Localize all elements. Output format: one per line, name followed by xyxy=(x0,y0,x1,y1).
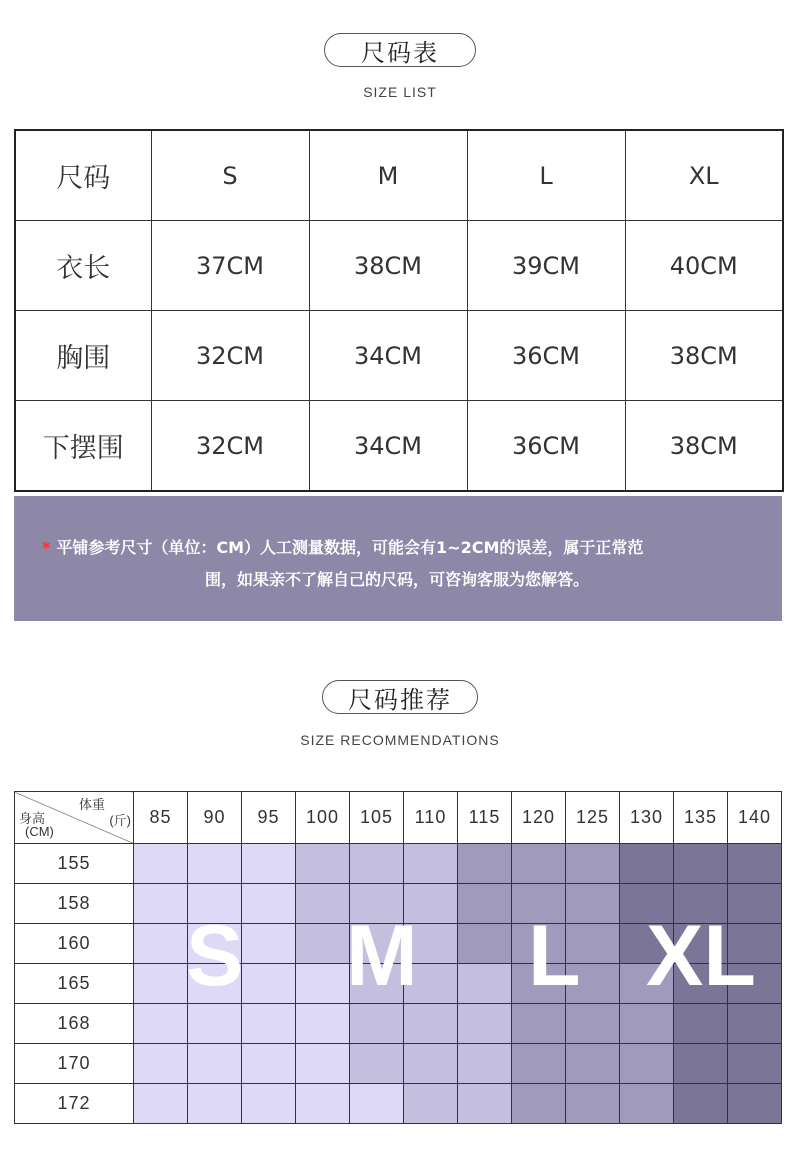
height-row-label: 170 xyxy=(15,1044,134,1084)
size-table-cell: 38CM xyxy=(625,311,783,401)
size-zone-cell xyxy=(728,884,782,924)
note-line-1: 平铺参考尺寸（单位：CM）人工测量数据，可能会有1~2CM的误差，属于正常范 xyxy=(56,538,644,557)
size-zone-cell xyxy=(620,1004,674,1044)
size-zone-cell xyxy=(458,924,512,964)
weight-header-cell: 100 xyxy=(296,792,350,844)
recommend-row xyxy=(15,1004,782,1044)
size-table-row xyxy=(15,221,783,311)
size-zone-cell xyxy=(674,1004,728,1044)
size-table-row-label: 衣长 xyxy=(15,221,151,311)
size-table-cell: 36CM xyxy=(467,401,625,492)
size-zone-cell xyxy=(620,924,674,964)
recommend-row xyxy=(15,1084,782,1124)
recommend-row xyxy=(15,844,782,884)
size-table-cell: 38CM xyxy=(309,221,467,311)
size-zone-cell xyxy=(728,964,782,1004)
size-table-cell: 36CM xyxy=(467,311,625,401)
size-zone-cell xyxy=(350,844,404,884)
size-zone-cell xyxy=(242,924,296,964)
size-zone-cell xyxy=(350,884,404,924)
size-zone-cell xyxy=(134,1044,188,1084)
recommend-row xyxy=(15,924,782,964)
size-zone-cell xyxy=(512,964,566,1004)
size-zone-cell xyxy=(566,964,620,1004)
size-recommend-table xyxy=(14,791,782,1124)
size-table-header-cell: 尺码 xyxy=(15,130,151,221)
size-zone-cell xyxy=(674,1084,728,1124)
size-zone-cell xyxy=(188,844,242,884)
size-zone-label-s: S xyxy=(186,908,244,1004)
size-zone-cell xyxy=(296,1084,350,1124)
size-zone-cell xyxy=(242,1004,296,1044)
size-zone-cell xyxy=(296,844,350,884)
weight-header-cell: 115 xyxy=(458,792,512,844)
height-row-label: 158 xyxy=(15,884,134,924)
measurement-note xyxy=(14,496,782,621)
size-zone-cell xyxy=(674,844,728,884)
size-zone-cell xyxy=(458,844,512,884)
size-table-row xyxy=(15,311,783,401)
size-zone-cell xyxy=(458,1004,512,1044)
size-zone-cell xyxy=(566,1084,620,1124)
height-unit-label: (CM) xyxy=(25,824,54,839)
size-zone-cell xyxy=(404,964,458,1004)
height-axis-label: 身高 xyxy=(19,811,46,826)
recommend-row xyxy=(15,1044,782,1084)
size-zone-cell xyxy=(134,1004,188,1044)
size-zone-cell xyxy=(728,924,782,964)
weight-header-cell: 125 xyxy=(566,792,620,844)
size-table xyxy=(14,129,784,492)
size-table-row-label: 胸围 xyxy=(15,311,151,401)
height-row-label: 165 xyxy=(15,964,134,1004)
size-zone-cell xyxy=(242,1044,296,1084)
size-zone-cell xyxy=(728,844,782,884)
recommend-row xyxy=(15,884,782,924)
size-zone-cell xyxy=(404,844,458,884)
size-table-cell: 40CM xyxy=(625,221,783,311)
weight-axis-label: 体重 xyxy=(78,797,105,812)
size-zone-cell xyxy=(188,1004,242,1044)
size-table-cell: 34CM xyxy=(309,311,467,401)
size-zone-cell xyxy=(350,964,404,1004)
note-line-2: 围，如果亲不了解自己的尺码，可咨询客服为您解答。 xyxy=(204,570,589,589)
weight-header-cell: 85 xyxy=(134,792,188,844)
height-row-label: 155 xyxy=(15,844,134,884)
size-zone-cell xyxy=(512,1004,566,1044)
weight-header-cell: 120 xyxy=(512,792,566,844)
size-zone-cell xyxy=(566,924,620,964)
size-zone-cell xyxy=(512,1084,566,1124)
size-zone-cell xyxy=(728,1004,782,1044)
recommend-row xyxy=(15,964,782,1004)
size-zone-cell xyxy=(242,1084,296,1124)
size-zone-cell xyxy=(242,884,296,924)
size-zone-cell xyxy=(296,1004,350,1044)
size-table-cell: 39CM xyxy=(467,221,625,311)
size-zone-cell xyxy=(296,1044,350,1084)
size-zone-cell xyxy=(404,1044,458,1084)
weight-header-cell: 135 xyxy=(674,792,728,844)
height-row-label: 168 xyxy=(15,1004,134,1044)
size-table-cell: 34CM xyxy=(309,401,467,492)
size-zone-cell xyxy=(512,844,566,884)
size-table-header-cell: S xyxy=(151,130,309,221)
size-table-cell: 32CM xyxy=(151,311,309,401)
weight-header-cell: 110 xyxy=(404,792,458,844)
size-list-subtitle: SIZE LIST xyxy=(363,84,437,100)
size-zone-cell xyxy=(188,884,242,924)
size-zone-cell xyxy=(674,884,728,924)
size-list-title: 尺码表 xyxy=(324,33,476,67)
size-zone-cell xyxy=(566,844,620,884)
size-zone-cell xyxy=(566,884,620,924)
size-table-header-cell: XL xyxy=(625,130,783,221)
size-zone-cell xyxy=(296,924,350,964)
size-table-header-row xyxy=(15,130,783,221)
size-table-row xyxy=(15,401,783,492)
size-zone-cell xyxy=(458,964,512,1004)
size-zone-cell xyxy=(242,964,296,1004)
size-zone-cell xyxy=(620,964,674,1004)
size-zone-cell xyxy=(188,924,242,964)
size-zone-cell xyxy=(134,924,188,964)
size-zone-cell xyxy=(188,1084,242,1124)
size-zone-label-l: L xyxy=(528,908,581,1004)
asterisk-icon: * xyxy=(42,538,51,557)
size-zone-cell xyxy=(674,964,728,1004)
size-zone-cell xyxy=(512,924,566,964)
weight-header-cell: 130 xyxy=(620,792,674,844)
size-table-cell: 32CM xyxy=(151,401,309,492)
weight-header-cell: 105 xyxy=(350,792,404,844)
size-zone-cell xyxy=(188,1044,242,1084)
size-zone-cell xyxy=(458,884,512,924)
size-zone-cell xyxy=(512,1044,566,1084)
size-zone-cell xyxy=(350,1084,404,1124)
size-zone-cell xyxy=(242,844,296,884)
size-zone-cell xyxy=(458,1044,512,1084)
size-zone-cell xyxy=(620,1084,674,1124)
height-weight-corner-cell xyxy=(15,792,134,844)
size-zone-cell xyxy=(566,1044,620,1084)
size-table-cell: 37CM xyxy=(151,221,309,311)
size-zone-cell xyxy=(134,964,188,1004)
size-zone-cell xyxy=(404,1084,458,1124)
weight-header-cell: 90 xyxy=(188,792,242,844)
size-zone-cell xyxy=(512,884,566,924)
size-recommend-subtitle: SIZE RECOMMENDATIONS xyxy=(300,732,500,748)
size-zone-cell xyxy=(134,844,188,884)
size-zone-cell xyxy=(296,884,350,924)
weight-header-cell: 95 xyxy=(242,792,296,844)
weight-unit-label: (斤) xyxy=(109,813,131,828)
size-zone-cell xyxy=(728,1084,782,1124)
size-zone-cell xyxy=(350,924,404,964)
size-zone-cell xyxy=(350,1004,404,1044)
size-table-header-cell: M xyxy=(309,130,467,221)
size-zone-cell xyxy=(296,964,350,1004)
size-zone-cell xyxy=(134,1084,188,1124)
size-zone-cell xyxy=(566,1004,620,1044)
size-zone-cell xyxy=(620,844,674,884)
weight-header-cell: 140 xyxy=(728,792,782,844)
size-zone-cell xyxy=(620,1044,674,1084)
size-table-header-cell: L xyxy=(467,130,625,221)
size-recommend-title: 尺码推荐 xyxy=(322,680,478,714)
size-zone-label-m: M xyxy=(346,908,418,1004)
size-zone-cell xyxy=(134,884,188,924)
height-row-label: 160 xyxy=(15,924,134,964)
size-table-cell: 38CM xyxy=(625,401,783,492)
size-zone-cell xyxy=(620,884,674,924)
height-row-label: 172 xyxy=(15,1084,134,1124)
size-zone-cell xyxy=(188,964,242,1004)
size-zone-label-xl: XL xyxy=(646,908,756,1004)
size-zone-cell xyxy=(728,1044,782,1084)
size-zone-cell xyxy=(404,1004,458,1044)
size-zone-cell xyxy=(674,1044,728,1084)
size-zone-cell xyxy=(458,1084,512,1124)
recommend-header-row xyxy=(15,792,782,844)
size-zone-cell xyxy=(350,1044,404,1084)
size-table-row-label: 下摆围 xyxy=(15,401,151,492)
size-zone-cell xyxy=(674,924,728,964)
size-zone-cell xyxy=(404,884,458,924)
size-zone-cell xyxy=(404,924,458,964)
